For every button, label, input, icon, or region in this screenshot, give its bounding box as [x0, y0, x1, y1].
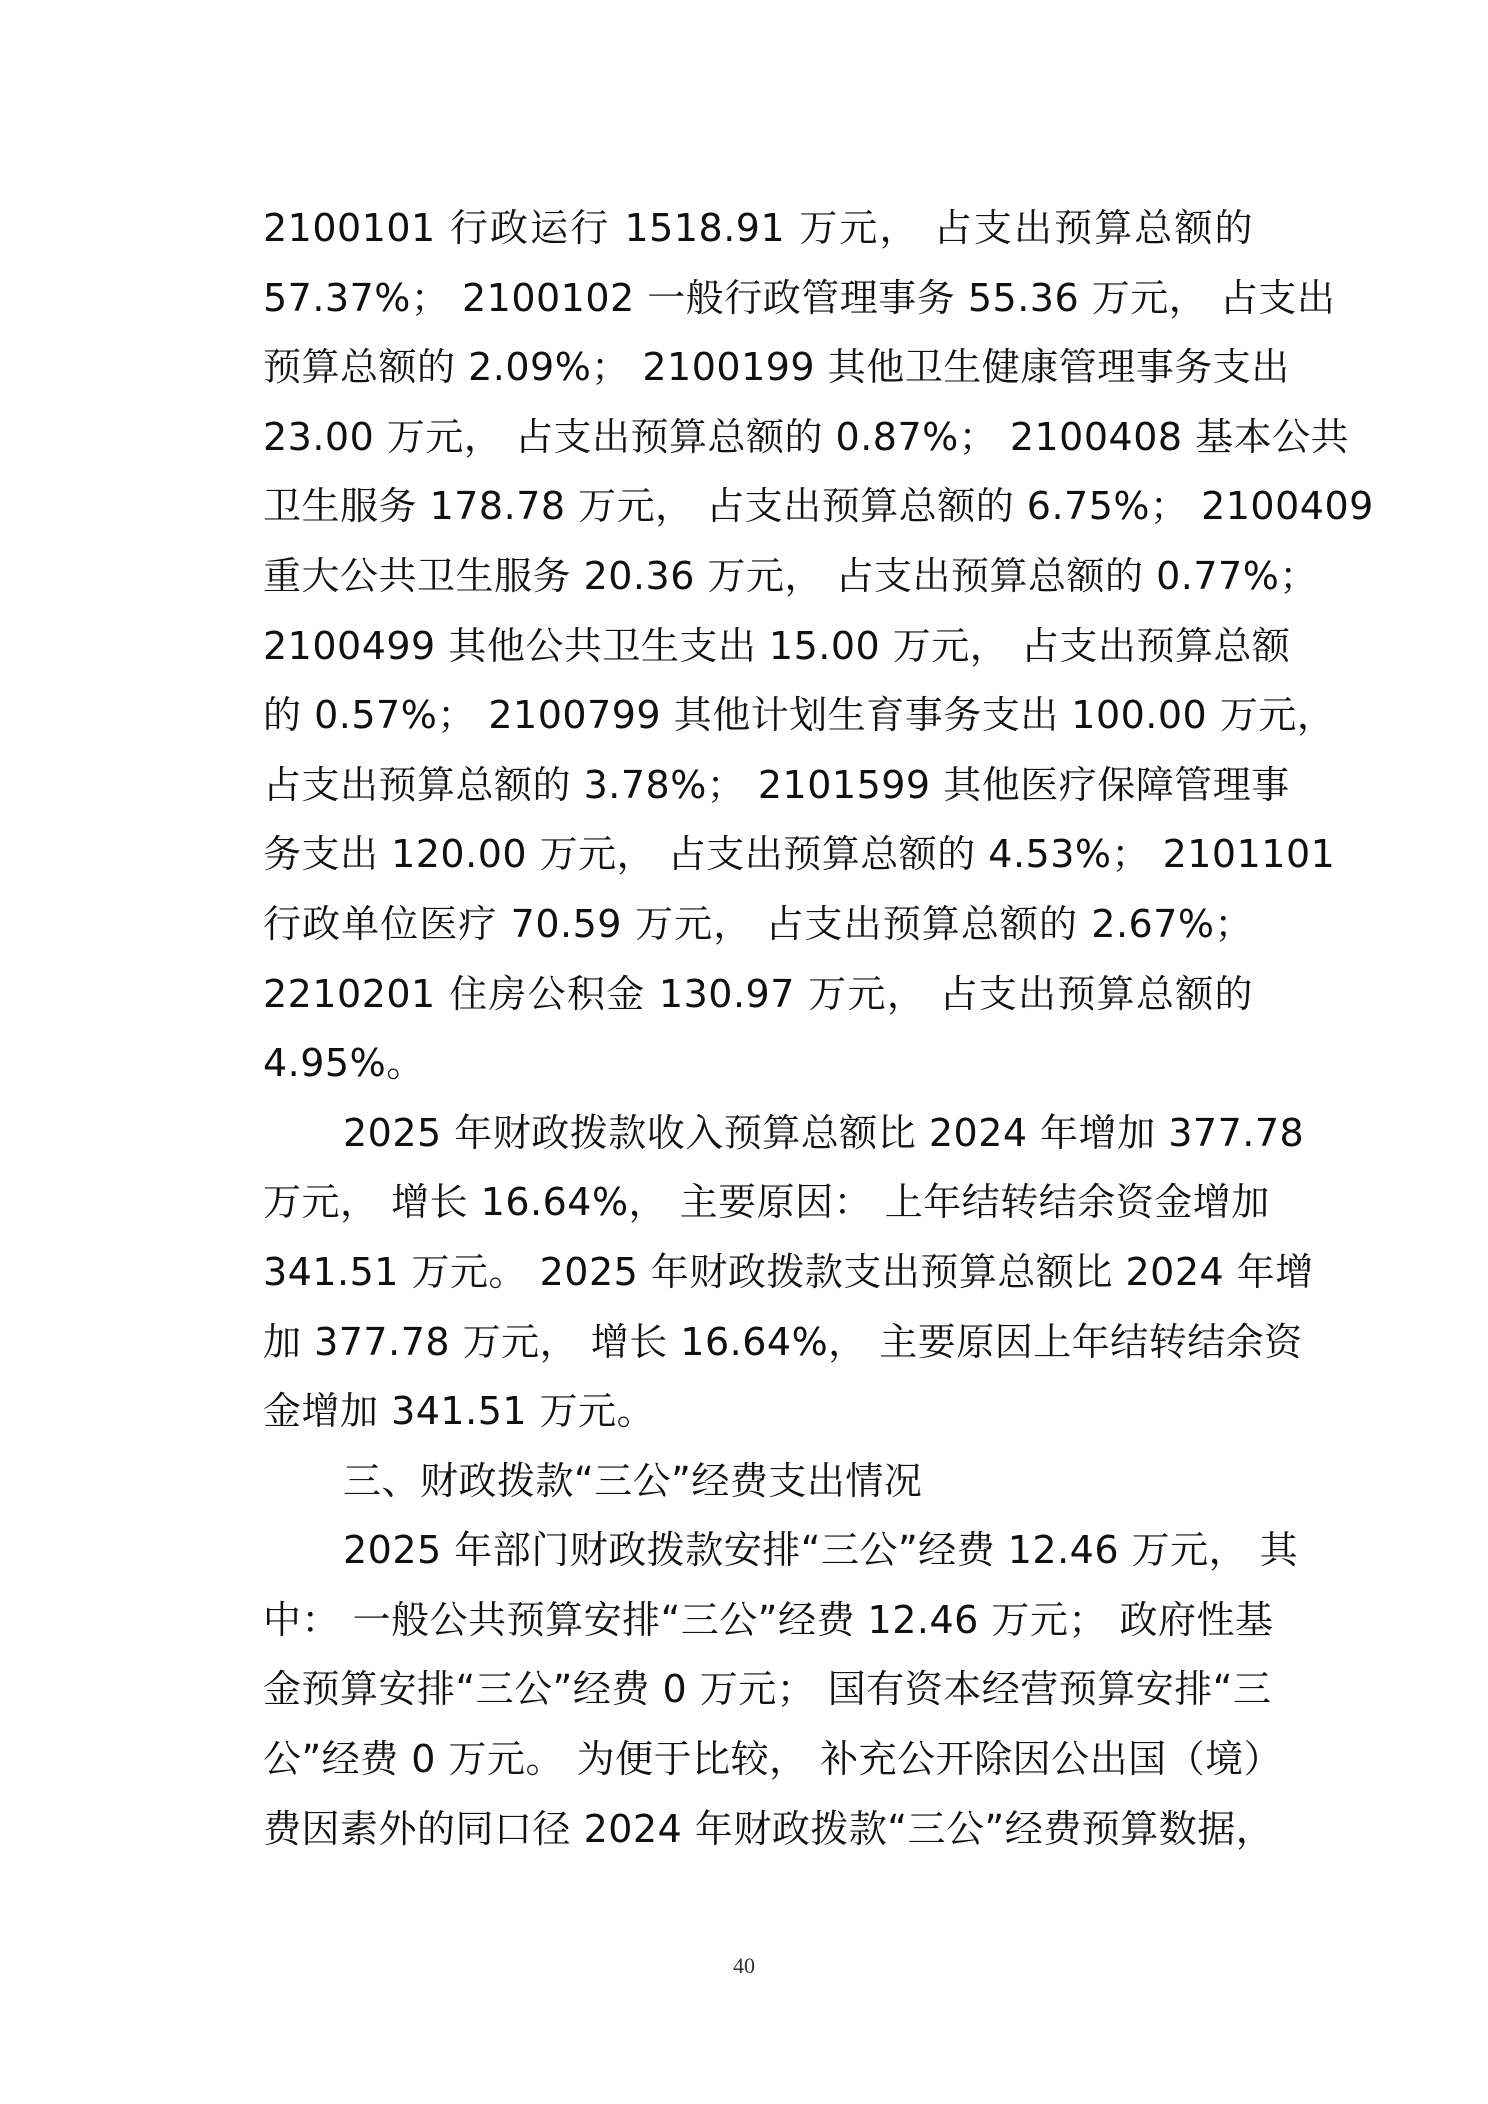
- text-line: 加 377.78 万元， 增长 16.64%， 主要原因上年结转结余资: [263, 1319, 1303, 1364]
- body-text: [263, 194, 1374, 1864]
- text-line: 23.00 万元， 占支出预算总额的 0.87%； 2100408 基本公共: [263, 414, 1350, 459]
- text-line: 的 0.57%； 2100799 其他计划生育事务支出 100.00 万元，: [263, 693, 1336, 738]
- page-number: 40: [733, 1953, 755, 1978]
- text-line: 2025 年财政拨款收入预算总额比 2024 年增加 377.78: [343, 1110, 1305, 1155]
- text-line: 57.37%； 2100102 一般行政管理事务 55.36 万元， 占支出: [263, 275, 1336, 320]
- text-line: 费因素外的同口径 2024 年财政拨款“三公”经费预算数据，: [263, 1806, 1275, 1851]
- text-line: 卫生服务 178.78 万元， 占支出预算总额的 6.75%； 2100409: [263, 484, 1374, 529]
- text-line: 2210201 住房公积金 130.97 万元， 占支出预算总额的: [263, 971, 1253, 1016]
- text-line: 占支出预算总额的 3.78%； 2101599 其他医疗保障管理事: [263, 762, 1290, 807]
- text-line: 三、财政拨款“三公”经费支出情况: [343, 1458, 923, 1503]
- text-line: 341.51 万元。 2025 年财政拨款支出预算总额比 2024 年增: [263, 1249, 1314, 1294]
- text-line: 务支出 120.00 万元， 占支出预算总额的 4.53%； 2101101: [263, 832, 1336, 877]
- text-line: 重大公共卫生服务 20.36 万元， 占支出预算总额的 0.77%；: [263, 553, 1318, 598]
- text-line: 2100499 其他公共卫生支出 15.00 万元， 占支出预算总额: [263, 623, 1291, 668]
- text-line: 万元， 增长 16.64%， 主要原因： 上年结转结余资金增加: [263, 1180, 1270, 1225]
- text-line: 行政单位医疗 70.59 万元， 占支出预算总额的 2.67%；: [263, 901, 1253, 946]
- text-line: 金增加 341.51 万元。: [263, 1389, 656, 1434]
- text-line: 4.95%。: [263, 1041, 425, 1086]
- text-line: 预算总额的 2.09%； 2100199 其他卫生健康管理事务支出: [263, 345, 1290, 390]
- text-line: 中： 一般公共预算安排“三公”经费 12.46 万元； 政府性基: [263, 1597, 1274, 1642]
- text-line: 金预算安排“三公”经费 0 万元； 国有资本经营预算安排“三: [263, 1667, 1272, 1712]
- text-line: 2025 年部门财政拨款安排“三公”经费 12.46 万元， 其: [343, 1528, 1299, 1573]
- text-line: 公”经费 0 万元。 为便于比较， 补充公开除因公出国（境）: [263, 1737, 1283, 1782]
- text-line: 2100101 行政运行 1518.91 万元， 占支出预算总额的: [263, 206, 1253, 250]
